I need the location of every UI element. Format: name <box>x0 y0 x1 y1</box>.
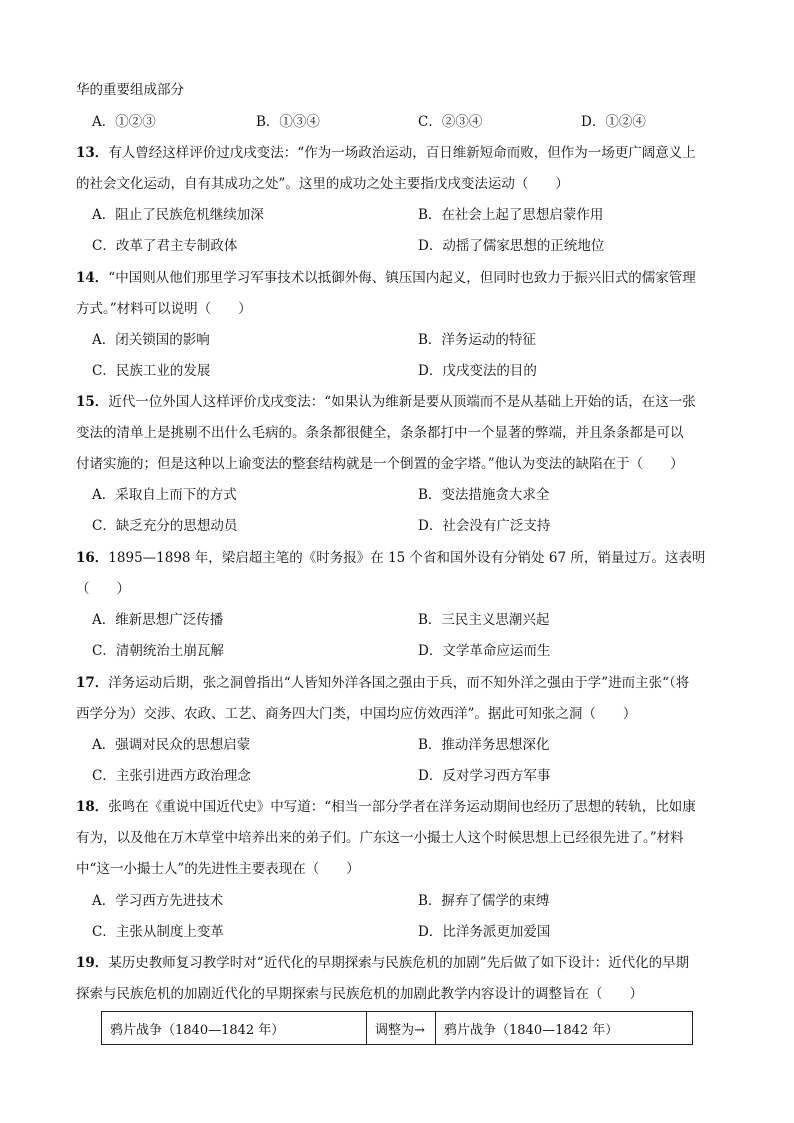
question-18-line-3: 中“这一小撮士人”的先进性主要表现在（ ） <box>76 861 360 877</box>
question-15-line-3: 付诸实施的；但是这种以上谕变法的整套结构就是一个倒置的金字塔。”他认为变法的缺陷在于（ ） <box>76 456 684 472</box>
q18-option-b: B．摒弃了儒学的束缚 <box>418 893 550 909</box>
question-16-line-2: （ ） <box>76 581 130 597</box>
q16-option-b: B．三民主义思潮兴起 <box>418 612 550 628</box>
question-15-line-1 <box>76 392 696 412</box>
q15-option-c: C．缺乏充分的思想动员 <box>92 518 238 534</box>
question-19-line-1 <box>76 953 689 973</box>
q12-option-d: D．①②④ <box>581 114 646 130</box>
question-14-line-2: 方式。”材料可以说明（ ） <box>76 301 252 317</box>
q12-option-b: B．①③④ <box>256 114 320 130</box>
q17-option-d: D．反对学习西方军事 <box>418 768 551 784</box>
question-text: 张鸣在《重说中国近代史》中写道：“相当一部分学者在洋务运动期间也经历了思想的转轨，比如康 <box>108 799 696 815</box>
q18-option-d: D．比洋务派更加爱国 <box>418 924 551 940</box>
question-16-line-1 <box>76 548 705 568</box>
question-13-line-1 <box>76 143 696 163</box>
q13-option-c: C．改革了君主专制政体 <box>92 238 238 254</box>
question-13-line-2: 的社会文化运动，自有其成功之处”。这里的成功之处主要指戊戌变法运动（ ） <box>76 176 569 192</box>
top-fragment: 华的重要组成部分 <box>76 82 184 98</box>
q18-option-c: C．主张从制度上变革 <box>92 924 224 940</box>
q17-option-c: C．主张引进西方政治理念 <box>92 768 251 784</box>
table-row <box>102 1012 693 1045</box>
question-text: 某历史教师复习教学时对“近代化的早期探索与民族危机的加剧”先后做了如下设计：近代化的早期 <box>108 955 690 971</box>
question-number: 19． <box>76 955 109 971</box>
question-19-line-2: 探索与民族危机的加剧近代化的早期探索与民族危机的加剧此教学内容设计的调整旨在（ ） <box>76 986 643 1002</box>
question-text: “中国则从他们那里学习军事技术以抵御外侮、镇压国内起义，但同时也致力于振兴旧式的儒家管理 <box>108 270 696 286</box>
q14-option-b: B．洋务运动的特征 <box>418 332 536 348</box>
question-18-line-1 <box>76 797 696 817</box>
q12-option-c: C．②③④ <box>418 114 483 130</box>
question-number: 13． <box>76 145 109 161</box>
question-text: 有人曾经这样评价过戊戌变法：“作为一场政治运动，百日维新短命而败，但作为一场更广阔意义上 <box>108 145 696 161</box>
q14-option-d: D．戊戌变法的目的 <box>418 363 537 379</box>
table-cell-adjusted: 鸦片战争（1840—1842 年） <box>436 1012 693 1045</box>
question-18-line-2: 有为，以及他在万木草堂中培养出来的弟子们。广东这一小撮士人这个时候思想上已经很先进了。”材料 <box>76 830 684 846</box>
q14-option-a: A．闭关锁国的影响 <box>92 332 210 348</box>
design-comparison-table <box>101 1011 693 1045</box>
question-text: 近代一位外国人这样评价戊戌变法：“如果认为维新是要从顶端而不是从基础上开始的话，在这一张 <box>108 394 696 410</box>
q14-option-c: C．民族工业的发展 <box>92 363 211 379</box>
question-14-line-1 <box>76 268 696 288</box>
question-number: 14． <box>76 270 109 286</box>
q15-option-a: A．采取自上而下的方式 <box>92 487 237 503</box>
question-17-line-2: 西学分为）交涉、农政、工艺、商务四大门类，中国均应仿效西洋”。据此可知张之洞（ ） <box>76 706 637 722</box>
question-number: 17． <box>76 675 109 691</box>
q13-option-a: A．阻止了民族危机继续加深 <box>92 207 264 223</box>
question-text: 1895—1898 年，梁启超主笔的《时务报》在 15 个省和国外设有分销处 67 所，销量过万。这表明 <box>108 550 706 566</box>
q18-option-a: A．学习西方先进技术 <box>92 893 224 909</box>
q13-option-b: B．在社会上起了思想启蒙作用 <box>418 207 604 223</box>
table-cell-original: 鸦片战争（1840—1842 年） <box>102 1012 367 1045</box>
q16-option-d: D．文学革命应运而生 <box>418 643 551 659</box>
table-cell-adjust: 调整为→ <box>367 1012 436 1045</box>
q17-option-b: B．推动洋务思想深化 <box>418 737 550 753</box>
q15-option-b: B．变法措施贪大求全 <box>418 487 550 503</box>
q16-option-c: C．清朝统治土崩瓦解 <box>92 643 224 659</box>
question-17-line-1 <box>76 673 689 693</box>
q17-option-a: A．强调对民众的思想启蒙 <box>92 737 251 753</box>
q13-option-d: D．动摇了儒家思想的正统地位 <box>418 238 605 254</box>
question-number: 16． <box>76 550 109 566</box>
question-text: 洋务运动后期，张之洞曾指出“人皆知外洋各国之强由于兵，而不知外洋之强由于学”进而主张“（将 <box>108 675 690 691</box>
q15-option-d: D．社会没有广泛支持 <box>418 518 551 534</box>
question-number: 18． <box>76 799 109 815</box>
question-15-line-2: 变法的清单上是挑剔不出什么毛病的。条条都很健全，条条都打中一个显著的弊端，并且条条都是可以 <box>76 425 684 441</box>
question-number: 15． <box>76 394 109 410</box>
q12-option-a: A．①②③ <box>92 114 156 130</box>
q16-option-a: A．维新思想广泛传播 <box>92 612 224 628</box>
